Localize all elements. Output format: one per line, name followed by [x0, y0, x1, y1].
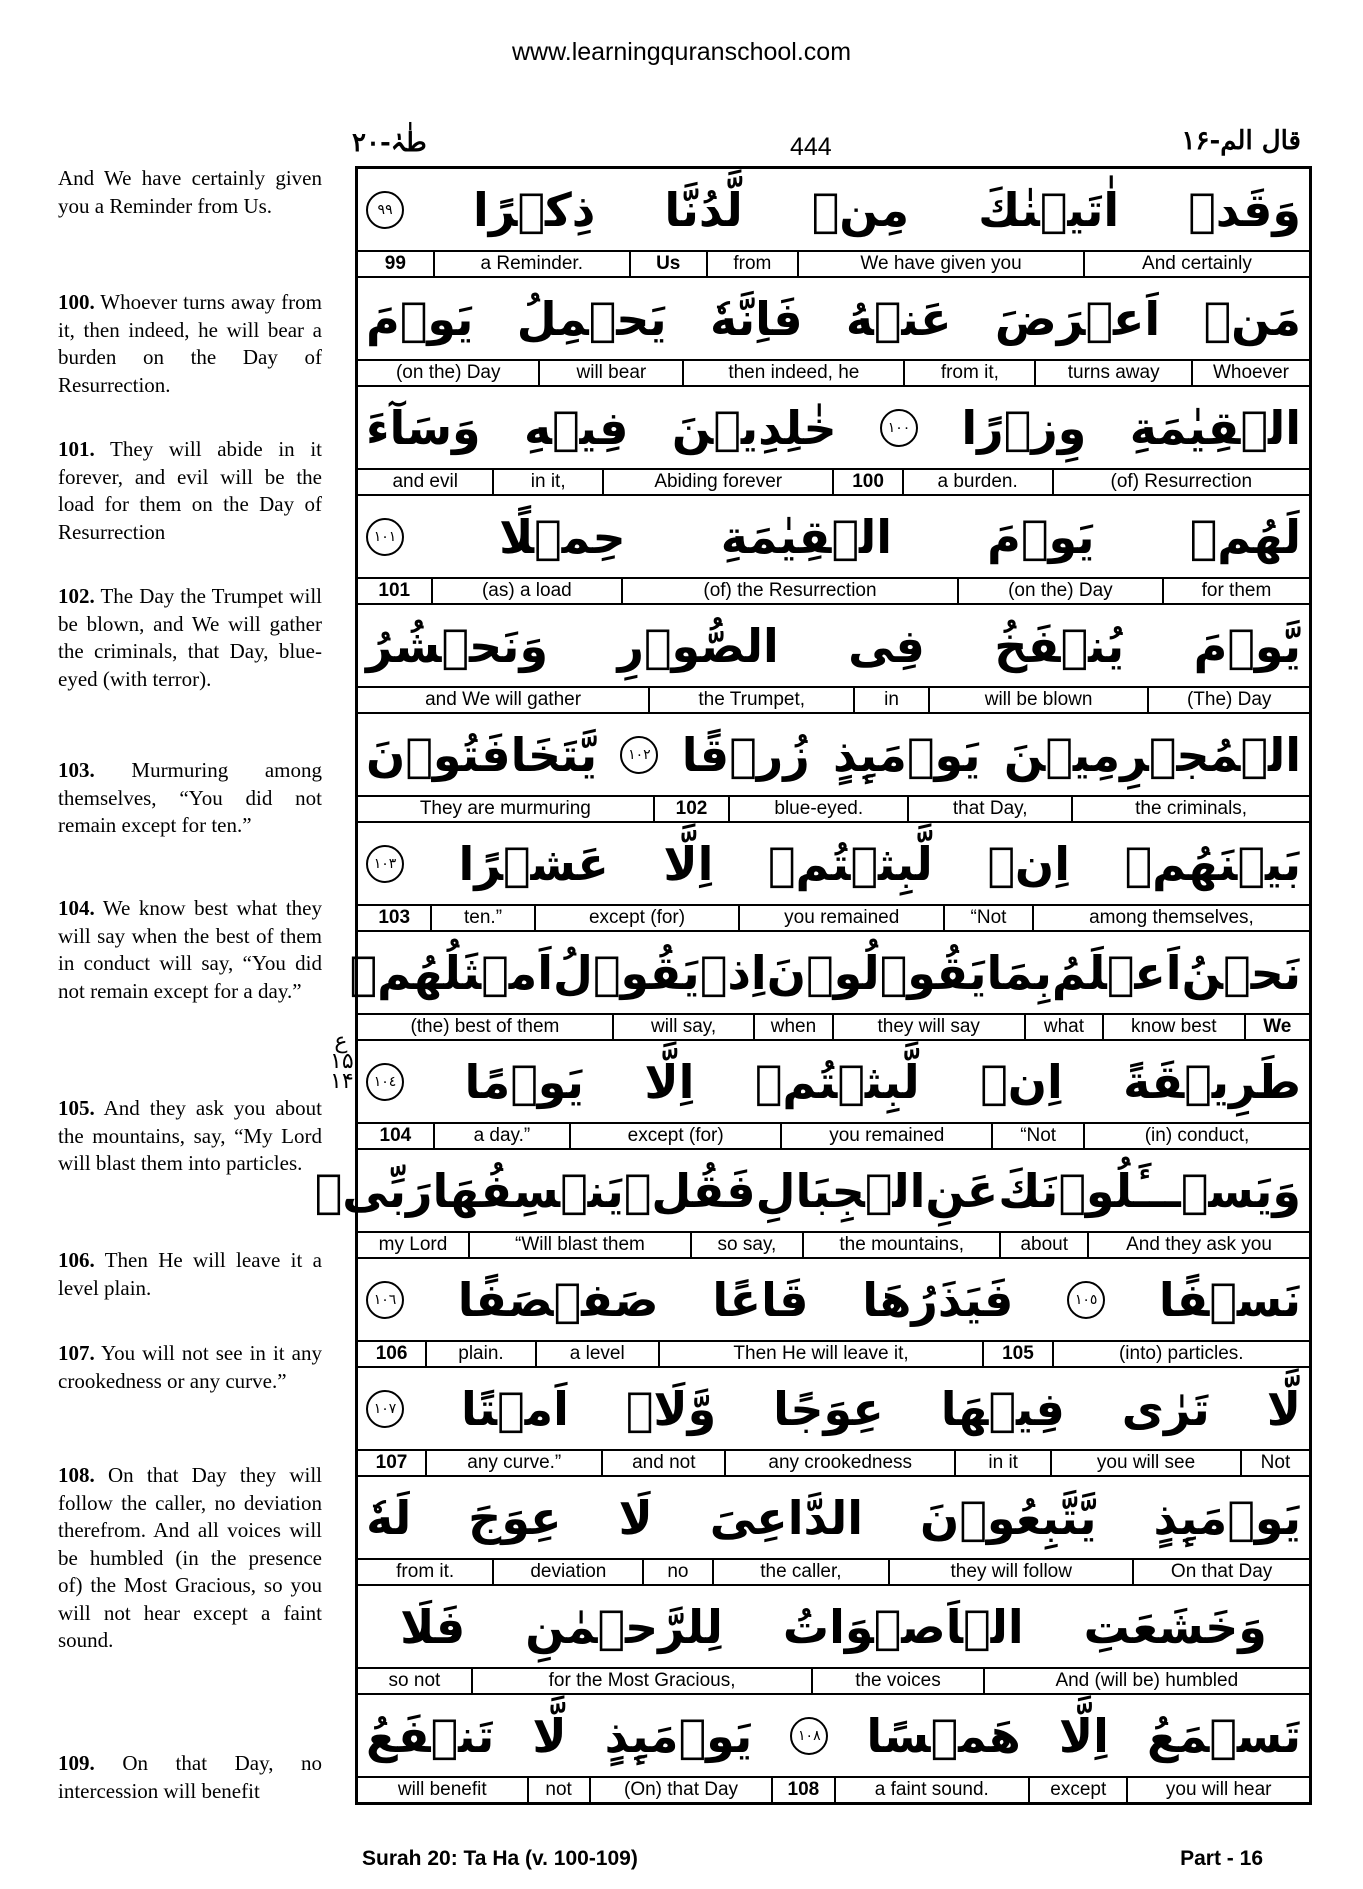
verse-104: 104. We know best what they will say when the best of them in conduct will say, “You did not remain except for a day.”: [58, 896, 323, 1003]
arabic-word: لَّبِثۡتُمۡ: [767, 836, 933, 891]
verse-103: 103. Murmuring among themselves, “You did not remain except for ten.”: [58, 758, 323, 837]
surah-header: طٰہٰ-۲۰: [352, 128, 427, 158]
ayah-number-cell: 99: [384, 253, 406, 274]
arabic-word: عَشۡرًا: [458, 836, 609, 891]
arabic-line: [358, 605, 1309, 686]
ayah-number-cell: 101: [378, 580, 411, 601]
arabic-word: هَمۡسًا: [866, 1708, 1021, 1763]
verse-row: [358, 1586, 1309, 1695]
verse-row: [358, 1477, 1309, 1586]
arabic-word: تَرٰى: [1121, 1381, 1210, 1436]
translation-cell: any curve.”: [425, 1451, 601, 1475]
arabic-word: يَوۡمَ: [987, 509, 1095, 564]
ayah-number-marker: ١٠٨: [790, 1717, 828, 1755]
ayah-number-cell: 107: [375, 1452, 408, 1473]
arabic-line: [314, 1150, 1309, 1231]
arabic-word: يَقُوۡلُوۡنَ: [766, 945, 987, 1000]
arabic-word: يَنۡسِفُهَا: [432, 1163, 624, 1218]
translation-cell: And they ask you: [1087, 1233, 1309, 1257]
ayah-number-marker: ١٠١: [366, 518, 404, 556]
verse-row: [358, 496, 1309, 605]
ayah-number-marker: ١٠٣: [366, 845, 404, 883]
arabic-word: اِنۡ: [980, 1054, 1063, 1109]
arabic-word: يَوۡمَ: [366, 291, 474, 346]
arabic-word: فَلَا: [400, 1599, 466, 1654]
translation-cell: except: [1028, 1778, 1126, 1802]
translation-cell: plain.: [425, 1342, 535, 1366]
ayah-number-marker: ١٠٦: [366, 1281, 404, 1319]
arabic-word: الدَّاعِىَ: [709, 1490, 864, 1545]
translation-cell: Abiding forever: [602, 470, 833, 494]
arabic-word: فِى: [848, 618, 925, 673]
verse-row: [358, 1368, 1309, 1477]
translation-cell: and We will gather: [425, 689, 582, 710]
arabic-line: [349, 932, 1309, 1013]
arabic-line: [358, 1586, 1309, 1667]
translation-cell: the criminals,: [1071, 797, 1309, 821]
arabic-word: عِوَجَ: [468, 1490, 562, 1545]
arabic-line: [358, 714, 1309, 795]
verse-row: [358, 1695, 1309, 1802]
verse-row: [358, 387, 1309, 496]
arabic-word: وِزۡرًا: [961, 400, 1087, 455]
translation-cell: among themselves,: [1032, 906, 1309, 930]
ayah-number-marker: ١٠٠: [880, 409, 918, 447]
verse-row: [358, 823, 1309, 932]
translation-cell: that Day,: [907, 797, 1071, 821]
translation-cell: Then He will leave it,: [658, 1342, 983, 1366]
verse-109: 109. On that Day, no intercession will benefit: [58, 1751, 323, 1803]
arabic-line: [358, 1695, 1309, 1776]
translation-cell: And (will be) humbled: [983, 1669, 1309, 1693]
verse-101: 101. They will abide in it forever, and evil will be the load for them on the Day of Resurrection: [58, 437, 323, 544]
verse-99: And We have certainly given you a Reminder from Us.: [58, 166, 322, 218]
arabic-word: لَهُمۡ: [1189, 509, 1301, 564]
translation-cell: in it,: [492, 470, 602, 494]
translation-cell: We have given you: [797, 252, 1083, 276]
verse-row: [358, 169, 1309, 278]
arabic-word: الۡقِيٰمَةِ: [1129, 400, 1301, 455]
ayah-number-marker: ٩٩: [366, 191, 404, 229]
translation-cell: no: [642, 1560, 711, 1584]
translation-cell: except (for): [534, 906, 739, 930]
translation-cell: (into) particles.: [1052, 1342, 1309, 1366]
ayah-number-cell: 104: [379, 1125, 412, 1146]
english-line: [358, 359, 1309, 385]
arabic-word: اِنۡ: [987, 836, 1070, 891]
translation-cell: for the Most Gracious,: [471, 1669, 812, 1693]
arabic-word: فَقُلۡ: [623, 1163, 756, 1218]
page-number: 444: [790, 133, 832, 161]
translation-cell: a level: [535, 1342, 658, 1366]
arabic-word: فِيۡهَا: [940, 1381, 1065, 1436]
arabic-word: بِمَا: [986, 945, 1052, 1000]
ayah-number-cell: 106: [375, 1343, 408, 1364]
translation-cell: Whoever: [1191, 361, 1309, 385]
english-line: [358, 1449, 1309, 1475]
arabic-word: يَوۡمًا: [464, 1054, 584, 1109]
verse-row: [358, 605, 1309, 714]
arabic-word: لَهٗ: [366, 1490, 412, 1545]
arabic-word: وَقَدۡ: [1188, 182, 1301, 237]
translation-cell: you will see: [1050, 1451, 1240, 1475]
arabic-word: تَنۡفَعُ: [366, 1708, 495, 1763]
arabic-word: يَوۡمَٮِٕذٍ: [1153, 1490, 1301, 1545]
verse-100: 100. Whoever turns away from it, then indeed, he will bear a burden on the Day of Resurrection.: [58, 290, 322, 397]
verse-row: [358, 278, 1309, 387]
translation-cell: you remained: [780, 1124, 991, 1148]
translation-cell: “Will blast them: [468, 1233, 690, 1257]
arabic-word: تَسۡمَعُ: [1147, 1708, 1301, 1763]
verse-102: 102. The Day the Trumpet will be blown, and We will gather the criminals, that Day, blue-eyed (with terror).: [58, 584, 322, 691]
arabic-word: لَّا: [1266, 1381, 1301, 1436]
translation-cell: They are murmuring: [419, 798, 591, 819]
ayah-number-marker: ١٠٢: [620, 736, 658, 774]
arabic-line: [358, 278, 1309, 359]
ayah-number-cell: 103: [378, 907, 411, 928]
translation-cell: the voices: [811, 1669, 982, 1693]
arabic-word: اَمۡثَلُهُمۡ: [349, 945, 553, 1000]
translation-cell: a faint sound.: [834, 1778, 1029, 1802]
translation-cell: so say,: [690, 1233, 802, 1257]
translation-cell: turns away: [1034, 361, 1191, 385]
english-line: [358, 904, 1309, 930]
translation-cell: a day.”: [433, 1124, 569, 1148]
translation-cell: blue-eyed.: [728, 797, 907, 821]
ayah-number-marker: ١٠٧: [366, 1390, 404, 1428]
arabic-word: اِلَّا: [663, 836, 714, 891]
translation-cell: (of) the Resurrection: [621, 579, 957, 603]
arabic-word: عِوَجًا: [773, 1381, 884, 1436]
translation-cell: a Reminder.: [433, 252, 629, 276]
translation-cell: We: [1244, 1015, 1309, 1039]
verse-107: 107. You will not see in it any crookedness or any curve.”: [58, 1341, 322, 1393]
arabic-word: عَنۡهُ: [845, 291, 952, 346]
translation-cell: from: [706, 252, 798, 276]
verse-row: [358, 1259, 1309, 1368]
arabic-word: يَوۡمَٮِٕذٍ: [604, 1708, 753, 1763]
translation-cell: for them: [1162, 579, 1309, 603]
ayah-number-cell: 102: [653, 797, 729, 821]
arabic-word: وَيَسۡـــَٔلُوۡنَكَ: [998, 1163, 1301, 1218]
ayah-number-cell: 100: [832, 470, 901, 494]
arabic-word: الۡمُجۡرِمِيۡنَ: [1003, 727, 1301, 782]
translation-cell: you will hear: [1126, 1778, 1309, 1802]
english-line: [358, 250, 1309, 276]
arabic-word: رَبِّىۡ: [314, 1163, 433, 1218]
verse-106: 106. Then He will leave it a level plain.: [58, 1248, 323, 1300]
translation-cell: (as) a load: [431, 579, 622, 603]
arabic-word: لَّدُنَّا: [664, 182, 743, 237]
translation-cell: ten.”: [430, 906, 533, 930]
arabic-line: [358, 1368, 1309, 1449]
arabic-line: [358, 387, 1309, 468]
arabic-word: الۡاَصۡوَاتُ: [782, 1599, 1024, 1654]
translation-cell: will bear: [538, 361, 682, 385]
arabic-word: يُنۡفَخُ: [994, 618, 1125, 673]
translation-cell: (on the) Day: [957, 579, 1162, 603]
arabic-word: لِلرَّحۡمٰنِ: [525, 1599, 723, 1654]
english-line: [358, 1776, 1309, 1802]
translation-cell: except (for): [569, 1124, 780, 1148]
translation-cell: (The) Day: [1147, 688, 1309, 712]
translation-cell: they will say: [832, 1015, 1024, 1039]
arabic-word: صَفۡصَفًا: [457, 1272, 659, 1327]
translation-cell: and not: [601, 1451, 724, 1475]
arabic-word: يَوۡمَٮِٕذٍ: [833, 727, 981, 782]
translation-cell: the caller,: [712, 1560, 889, 1584]
translation-cell: know best: [1102, 1015, 1244, 1039]
verse-105: 105. And they ask you about the mountains, say, “My Lord will blast them into particles.: [58, 1096, 322, 1175]
english-line: [358, 1340, 1309, 1366]
translation-cell: they will follow: [888, 1560, 1132, 1584]
translation-cell: a burden.: [902, 470, 1052, 494]
translation-cell: Us: [629, 252, 706, 276]
arabic-line: [358, 1477, 1309, 1558]
verse-row: [314, 1150, 1309, 1259]
translation-cell: (on the) Day: [395, 362, 501, 383]
arabic-line: [358, 1041, 1309, 1122]
arabic-word: قَاعًا: [712, 1272, 809, 1327]
ayah-number-cell: 105: [982, 1342, 1051, 1366]
arabic-word: فَيَذَرُهَا: [862, 1272, 1014, 1327]
arabic-line: [358, 823, 1309, 904]
arabic-word: بَيۡنَهُمۡ: [1124, 836, 1301, 891]
translation-cell: you remained: [738, 906, 943, 930]
arabic-word: اِلَّا: [1058, 1708, 1109, 1763]
arabic-word: مَنۡ: [1203, 291, 1301, 346]
arabic-word: اِذۡ: [699, 945, 767, 1000]
translation-cell: (On) that Day: [589, 1778, 772, 1802]
arabic-word: عَنِ: [925, 1163, 999, 1218]
arabic-word: خٰلِدِيۡنَ: [671, 400, 837, 455]
arabic-word: الۡجِبَالِ: [755, 1163, 926, 1218]
translation-cell: deviation: [492, 1560, 642, 1584]
arabic-word: يَحۡمِلُ: [516, 291, 667, 346]
english-line: [358, 795, 1309, 821]
arabic-word: لَا: [618, 1490, 653, 1545]
english-line: [358, 577, 1309, 603]
arabic-word: نَسۡفًا: [1158, 1272, 1301, 1327]
ayah-number-marker: ١٠٥: [1067, 1281, 1105, 1319]
arabic-word: وَّلَاۤ: [625, 1381, 717, 1436]
translation-cell: any crookedness: [724, 1451, 954, 1475]
english-line: [358, 1558, 1309, 1584]
translation-cell: “Not: [943, 906, 1032, 930]
translation-cell: the mountains,: [802, 1233, 1000, 1257]
translation-cell: will benefit: [397, 1779, 487, 1800]
arabic-word: وَسَآءَ: [366, 400, 481, 455]
arabic-word: اِلَّا: [644, 1054, 695, 1109]
translation-cell: On that Day: [1132, 1560, 1309, 1584]
arabic-word: حِمۡلًا: [499, 509, 626, 564]
english-line: [358, 686, 1309, 712]
arabic-word: يَّوۡمَ: [1193, 618, 1301, 673]
translation-cell: (the) best of them: [410, 1016, 560, 1037]
arabic-word: يَقُوۡلُ: [552, 945, 700, 1000]
arabic-word: الۡقِيٰمَةِ: [720, 509, 893, 564]
arabic-line: [358, 1259, 1309, 1340]
translation-cell: and evil: [392, 471, 458, 492]
english-line: [358, 1013, 1309, 1039]
translation-cell: from it,: [903, 361, 1034, 385]
ayah-number-marker: ١٠٤: [366, 1063, 404, 1101]
verse-row: [349, 932, 1309, 1041]
translation-cell: (of) Resurrection: [1052, 470, 1309, 494]
arabic-word: اٰتَيۡنٰكَ: [978, 182, 1120, 237]
arabic-word: وَنَحۡشُرُ: [366, 618, 549, 673]
english-line: [358, 1231, 1309, 1257]
site-url[interactable]: www.learningquranschool.com: [511, 38, 852, 66]
translation-cell: so not: [388, 1670, 441, 1691]
translation-cell: when: [753, 1015, 831, 1039]
arabic-word: لَّبِثۡتُمۡ: [754, 1054, 920, 1109]
arabic-word: فَاِنَّهٗ: [710, 291, 803, 346]
arabic-word: الصُّوۡرِ: [617, 618, 779, 673]
footer-part: Part - 16: [1180, 1847, 1263, 1870]
arabic-word: يَّتَّبِعُوۡنَ: [920, 1490, 1097, 1545]
arabic-word: اَمۡتًا: [460, 1381, 569, 1436]
arabic-word: فِيۡهِ: [524, 400, 629, 455]
verse-108: 108. On that Day they will follow the caller, no deviation therefrom. And all voices will be humbled (in the presence of) the Most Gracious, so you will not hear except a faint sound.: [58, 1463, 323, 1652]
translation-cell: will be blown: [928, 688, 1148, 712]
english-line: [358, 1667, 1309, 1693]
ruku-mark: ع ۱۵ ۱۴: [330, 1029, 354, 1094]
verse-row: [358, 714, 1309, 823]
arabic-line: [358, 496, 1309, 577]
arabic-word: لَّا: [532, 1708, 567, 1763]
arabic-word: نَحۡنُ: [1181, 945, 1301, 1000]
translation-cell: my Lord: [378, 1234, 448, 1255]
translation-cell: will say,: [612, 1015, 754, 1039]
translation-cell: then indeed, he: [682, 361, 903, 385]
translation-cell: in: [853, 688, 928, 712]
english-line: [358, 1122, 1309, 1148]
arabic-word: زُرۡقًا: [681, 727, 810, 782]
translation-cell: And certainly: [1083, 252, 1309, 276]
arabic-word: يَّتَخَافَتُوۡنَ: [366, 727, 598, 782]
arabic-line: [358, 169, 1309, 250]
arabic-word: اَعۡرَضَ: [994, 291, 1161, 346]
footer-surah: Surah 20: Ta Ha (v. 100-109): [362, 1847, 638, 1870]
translation-cell: what: [1024, 1015, 1102, 1039]
arabic-word: ذِكۡرًا: [473, 182, 596, 237]
english-line: [358, 468, 1309, 494]
translation-cell: “Not: [991, 1124, 1083, 1148]
arabic-word: طَرِيۡقَةً: [1123, 1054, 1301, 1109]
arabic-word: وَخَشَعَتِ: [1083, 1599, 1267, 1654]
translation-cell: the Trumpet,: [648, 688, 853, 712]
arabic-word: اَعۡلَمُ: [1051, 945, 1182, 1000]
translation-cell: in it: [954, 1451, 1050, 1475]
translation-cell: (in) conduct,: [1083, 1124, 1309, 1148]
translation-cell: Not: [1240, 1451, 1309, 1475]
ayah-number-cell: 108: [771, 1778, 833, 1802]
translation-cell: not: [527, 1778, 589, 1802]
translation-cell: from it.: [396, 1561, 455, 1582]
juz-header: قال الم-۱۶: [1181, 126, 1301, 156]
arabic-word: مِنۡ: [811, 182, 910, 237]
verse-row: [358, 1041, 1309, 1150]
translation-cell: about: [999, 1233, 1087, 1257]
